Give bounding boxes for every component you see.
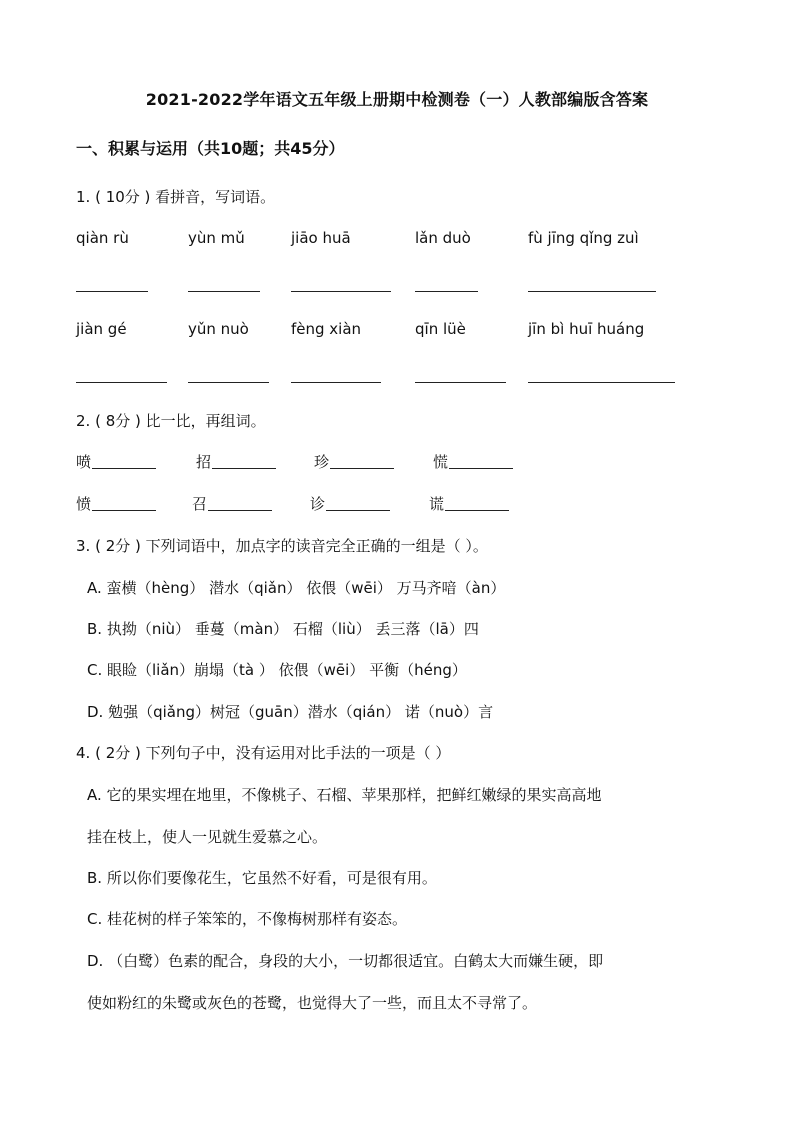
answer-blank[interactable] <box>415 291 478 292</box>
answer-blank[interactable] <box>449 454 513 469</box>
character: 诊 <box>310 495 326 513</box>
answer-blank[interactable] <box>208 496 272 511</box>
pinyin: fù jīng qǐng zuì <box>528 229 639 247</box>
question-1-stem: 1. ( 10分 ) 看拼音，写词语。 <box>76 188 276 206</box>
pinyin: yùn mǔ <box>188 229 245 247</box>
option-d-continued: 使如粉红的朱鹭或灰色的苍鹭，也觉得大了一些，而且太不寻常了。 <box>87 994 538 1012</box>
answer-blank[interactable] <box>188 291 260 292</box>
answer-blank[interactable] <box>528 291 656 292</box>
compare-char <box>310 493 390 514</box>
pinyin: qīn lüè <box>415 320 466 338</box>
answer-blank[interactable] <box>76 291 148 292</box>
answer-blank[interactable] <box>76 382 167 383</box>
compare-char <box>429 493 509 514</box>
answer-blank[interactable] <box>330 454 394 469</box>
answer-blank[interactable] <box>92 496 156 511</box>
question-4-stem: 4. ( 2分 ) 下列句子中，没有运用对比手法的一项是（ ） <box>76 744 451 762</box>
answer-blank[interactable] <box>291 291 391 292</box>
section-heading: 一、积累与运用（共10题；共45分） <box>76 139 345 158</box>
answer-blank[interactable] <box>188 382 269 383</box>
pinyin: lǎn duò <box>415 229 471 247</box>
pinyin: yǔn nuò <box>188 320 249 338</box>
pinyin: jiāo huā <box>291 229 351 247</box>
option-d[interactable]: D. 勉强（qiǎng）树冠（guān）潜水（qián） 诺（nuò）言 <box>87 703 494 721</box>
answer-blank[interactable] <box>528 382 675 383</box>
answer-blank[interactable] <box>326 496 390 511</box>
option-b[interactable]: B. 所以你们要像花生，它虽然不好看，可是很有用。 <box>87 869 437 887</box>
character: 召 <box>192 495 208 513</box>
answer-blank[interactable] <box>92 454 156 469</box>
option-a-continued: 挂在枝上，使人一见就生爱慕之心。 <box>87 828 328 846</box>
character: 喷 <box>76 453 92 471</box>
compare-char <box>314 451 394 472</box>
option-c[interactable]: C. 眼睑（liǎn）崩塌（tà ） 依偎（wēi） 平衡（héng） <box>87 661 467 679</box>
option-c[interactable]: C. 桂花树的样子笨笨的，不像梅树那样有姿态。 <box>87 910 408 928</box>
answer-blank[interactable] <box>291 382 381 383</box>
answer-blank[interactable] <box>445 496 509 511</box>
compare-char <box>196 451 276 472</box>
option-d[interactable]: D. （白鹭）色素的配合，身段的大小，一切都很适宜。白鹤太大而嫌生硬，即 <box>87 952 604 970</box>
compare-char <box>76 493 156 514</box>
answer-blank[interactable] <box>415 382 506 383</box>
document-title: 2021-2022学年语文五年级上册期中检测卷（一）人教部编版含答案 <box>145 90 649 109</box>
character: 招 <box>196 453 212 471</box>
compare-char <box>192 493 272 514</box>
pinyin: fèng xiàn <box>291 320 362 338</box>
character: 愤 <box>76 495 92 513</box>
compare-char <box>433 451 513 472</box>
character: 珍 <box>314 453 330 471</box>
option-a[interactable]: A. 蛮横（hèng） 潜水（qiǎn） 依偎（wēi） 万马齐喑（àn） <box>87 579 506 597</box>
compare-char <box>76 451 156 472</box>
option-b[interactable]: B. 执拗（niù） 垂蔓（màn） 石榴（liù） 丢三落（lā）四 <box>87 620 479 638</box>
question-2-stem: 2. ( 8分 ) 比一比，再组词。 <box>76 412 266 430</box>
pinyin: jīn bì huī huáng <box>528 320 645 338</box>
character: 谎 <box>429 495 445 513</box>
pinyin: qiàn rù <box>76 229 129 247</box>
option-a[interactable]: A. 它的果实埋在地里，不像桃子、石榴、苹果那样，把鲜红嫩绿的果实高高地 <box>87 786 602 804</box>
pinyin: jiàn gé <box>76 320 127 338</box>
character: 慌 <box>433 453 449 471</box>
answer-blank[interactable] <box>212 454 276 469</box>
question-3-stem: 3. ( 2分 ) 下列词语中，加点字的读音完全正确的一组是（ ）。 <box>76 537 488 555</box>
